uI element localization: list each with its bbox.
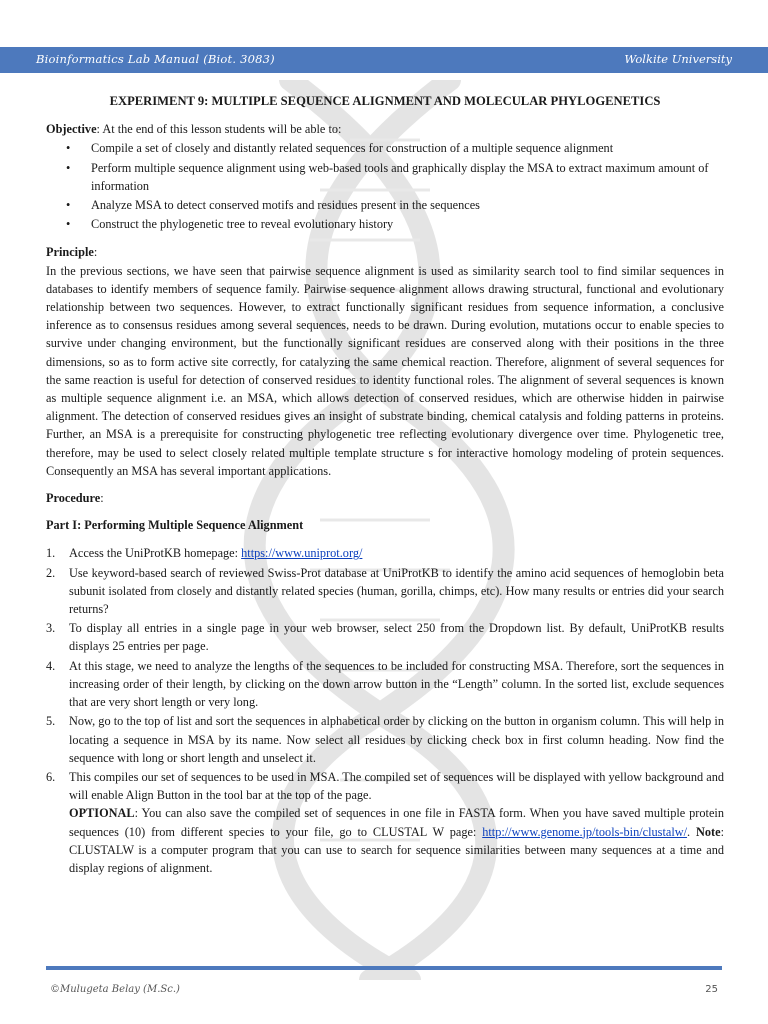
list-item: [46, 139, 724, 157]
list-item: [46, 159, 724, 195]
footer-divider: [46, 966, 722, 970]
part1-heading: [46, 516, 724, 534]
bullet-icon: •: [66, 198, 71, 213]
list-item: [46, 544, 724, 562]
procedure-heading: Procedure:: [46, 491, 104, 506]
step-number: 2.: [46, 565, 56, 580]
objective-bullet: Perform multiple sequence alignment using web-based tools and graphically display the MSA to extract maximum amount of information: [91, 160, 709, 193]
principle-heading: Principle:: [46, 245, 98, 260]
step-number: 1.: [46, 546, 56, 561]
step-text: To display all entries in a single page in your web browser, select 250 from the Dropdown list. By default, UniProtKB results displays 25 entries per page.: [69, 621, 724, 654]
header-manual-title: Bioinformatics Lab Manual (Biot. 3083): [36, 52, 275, 66]
objective-list: [46, 139, 724, 233]
objective-intro: : At the end of this lesson students will be able to:: [96, 122, 342, 137]
list-item: [46, 657, 724, 712]
principle-label: Principle: [46, 245, 94, 260]
step-number: 3.: [46, 621, 56, 636]
objective-bullet: Analyze MSA to detect conserved motifs and residues present in the sequences: [91, 198, 480, 213]
step-text: Use keyword-based search of reviewed Swiss-Prot database at UniProtKB to identify the amino acid sequences of hemoglobin beta subunit isolated from closely and distantly related species (human, gorilla, chimps, etc). How many results or entries did your search returns?: [69, 565, 724, 617]
part1-title: Part I: Performing Multiple Sequence Alignment: [46, 518, 304, 533]
step-text: At this stage, we need to analyze the lengths of the sequences to be included for constructing MSA. Therefore, sort the sequences in increasing order of their length, by clicking on the down arrow button in the “Length” column. In the sorted list, exclude sequences that are very short length or very long.: [69, 658, 724, 710]
page-number: 25: [705, 984, 718, 995]
optional-label: OPTIONAL: [69, 806, 135, 821]
objective-bullet: Construct the phylogenetic tree to reveal evolutionary history: [91, 217, 394, 232]
optional-separator: .: [687, 824, 696, 839]
bullet-icon: •: [66, 217, 71, 232]
list-item: [46, 712, 724, 767]
header-university: Wolkite University: [624, 52, 732, 66]
list-item: [46, 196, 724, 214]
page-title: EXPERIMENT 9: MULTIPLE SEQUENCE ALIGNMENT AND MOLECULAR PHYLOGENETICS: [109, 94, 661, 108]
step-number: 6.: [46, 769, 56, 784]
bullet-icon: •: [66, 160, 71, 175]
principle-paragraph: In the previous sections, we have seen that pairwise sequence alignment is used as similarity search tool to find similar sequences in databases to identify members of sequence family. Pairwise sequence alignment allows drawing structural, functional and evolutionary relationship between two sequences. However, to extract functionally significant residues from sequence information, a conclusive inference as to consensus residues among several sequences, needs to be drawn. During evolution, mutations occur to enable species to survive under changing environment, but the functionally significant residues are conserved along with their positions in the three dimensions, so as to form active site correctly, for catalyzing the same chemical reaction. Therefore, alignment of several sequences for the same reaction is useful for detection of conserved residues to identity functional roles. The alignment of several sequences is known as multiple sequence alignment i.e. an MSA, which allows detection of conserved residues, which are otherwise hidden in pairwise alignment. The detection of conserved residues gives an insight of substrate binding, chemical catalysis and folding patterns in proteins. Further, an MSA is a prerequisite for constructing phylogenetic tree reflecting evolutionary divergence over time. Phylogenetic tree, therefore, may be used to select closely related multiple template structure s for interactive homology modeling of protein sequences. Consequently an MSA has several important applications.: [46, 263, 724, 478]
step-text: Access the UniProtKB homepage:: [69, 546, 242, 561]
clustalw-link[interactable]: http://www.genome.jp/tools-bin/clustalw/: [482, 824, 688, 839]
optional-text: : You can also save the compiled set of sequences in one file in FASTA form. When you have saved multiple protein sequences (10) from different species to your file, go to CLUSTAL W page:: [69, 806, 724, 839]
step-text: This compiles our set of sequences to be used in MSA. The compiled set of sequences will be displayed with yellow background and will enable Align Button in the tool bar at the top of the page.: [69, 769, 724, 803]
footer-author: ©Mulugeta Belay (M.Sc.): [50, 984, 180, 995]
uniprot-link[interactable]: https://www.uniprot.org/: [241, 546, 363, 561]
step-text: Now, go to the top of list and sort the sequences in alphabetical order by clicking on the button in organism column. This will help in locating a sequence in MSA by its name. Now select all residues by clicking check box in first column heading. Now find the sequence with long or short length and unselect it.: [69, 714, 724, 765]
list-item: [46, 215, 724, 233]
list-item: [46, 768, 724, 877]
list-item: [46, 619, 724, 655]
procedure-label: Procedure: [46, 491, 101, 506]
step-number: 5.: [46, 714, 56, 729]
note-label: Note: [696, 824, 721, 839]
step-number: 4.: [46, 658, 56, 673]
document-body: [46, 92, 724, 878]
bullet-icon: •: [66, 141, 71, 156]
objective-bullet: Compile a set of closely and distantly related sequences for construction of a multiple sequence alignment: [91, 141, 614, 156]
note-text: : CLUSTALW is a computer program that you can use to search for sequence similarities between many sequences at a time and display regions of alignment.: [69, 824, 725, 875]
objective-label: Objective: [46, 122, 97, 137]
objective-line: [46, 120, 724, 138]
procedure-steps: [46, 544, 724, 877]
list-item: [46, 564, 724, 619]
